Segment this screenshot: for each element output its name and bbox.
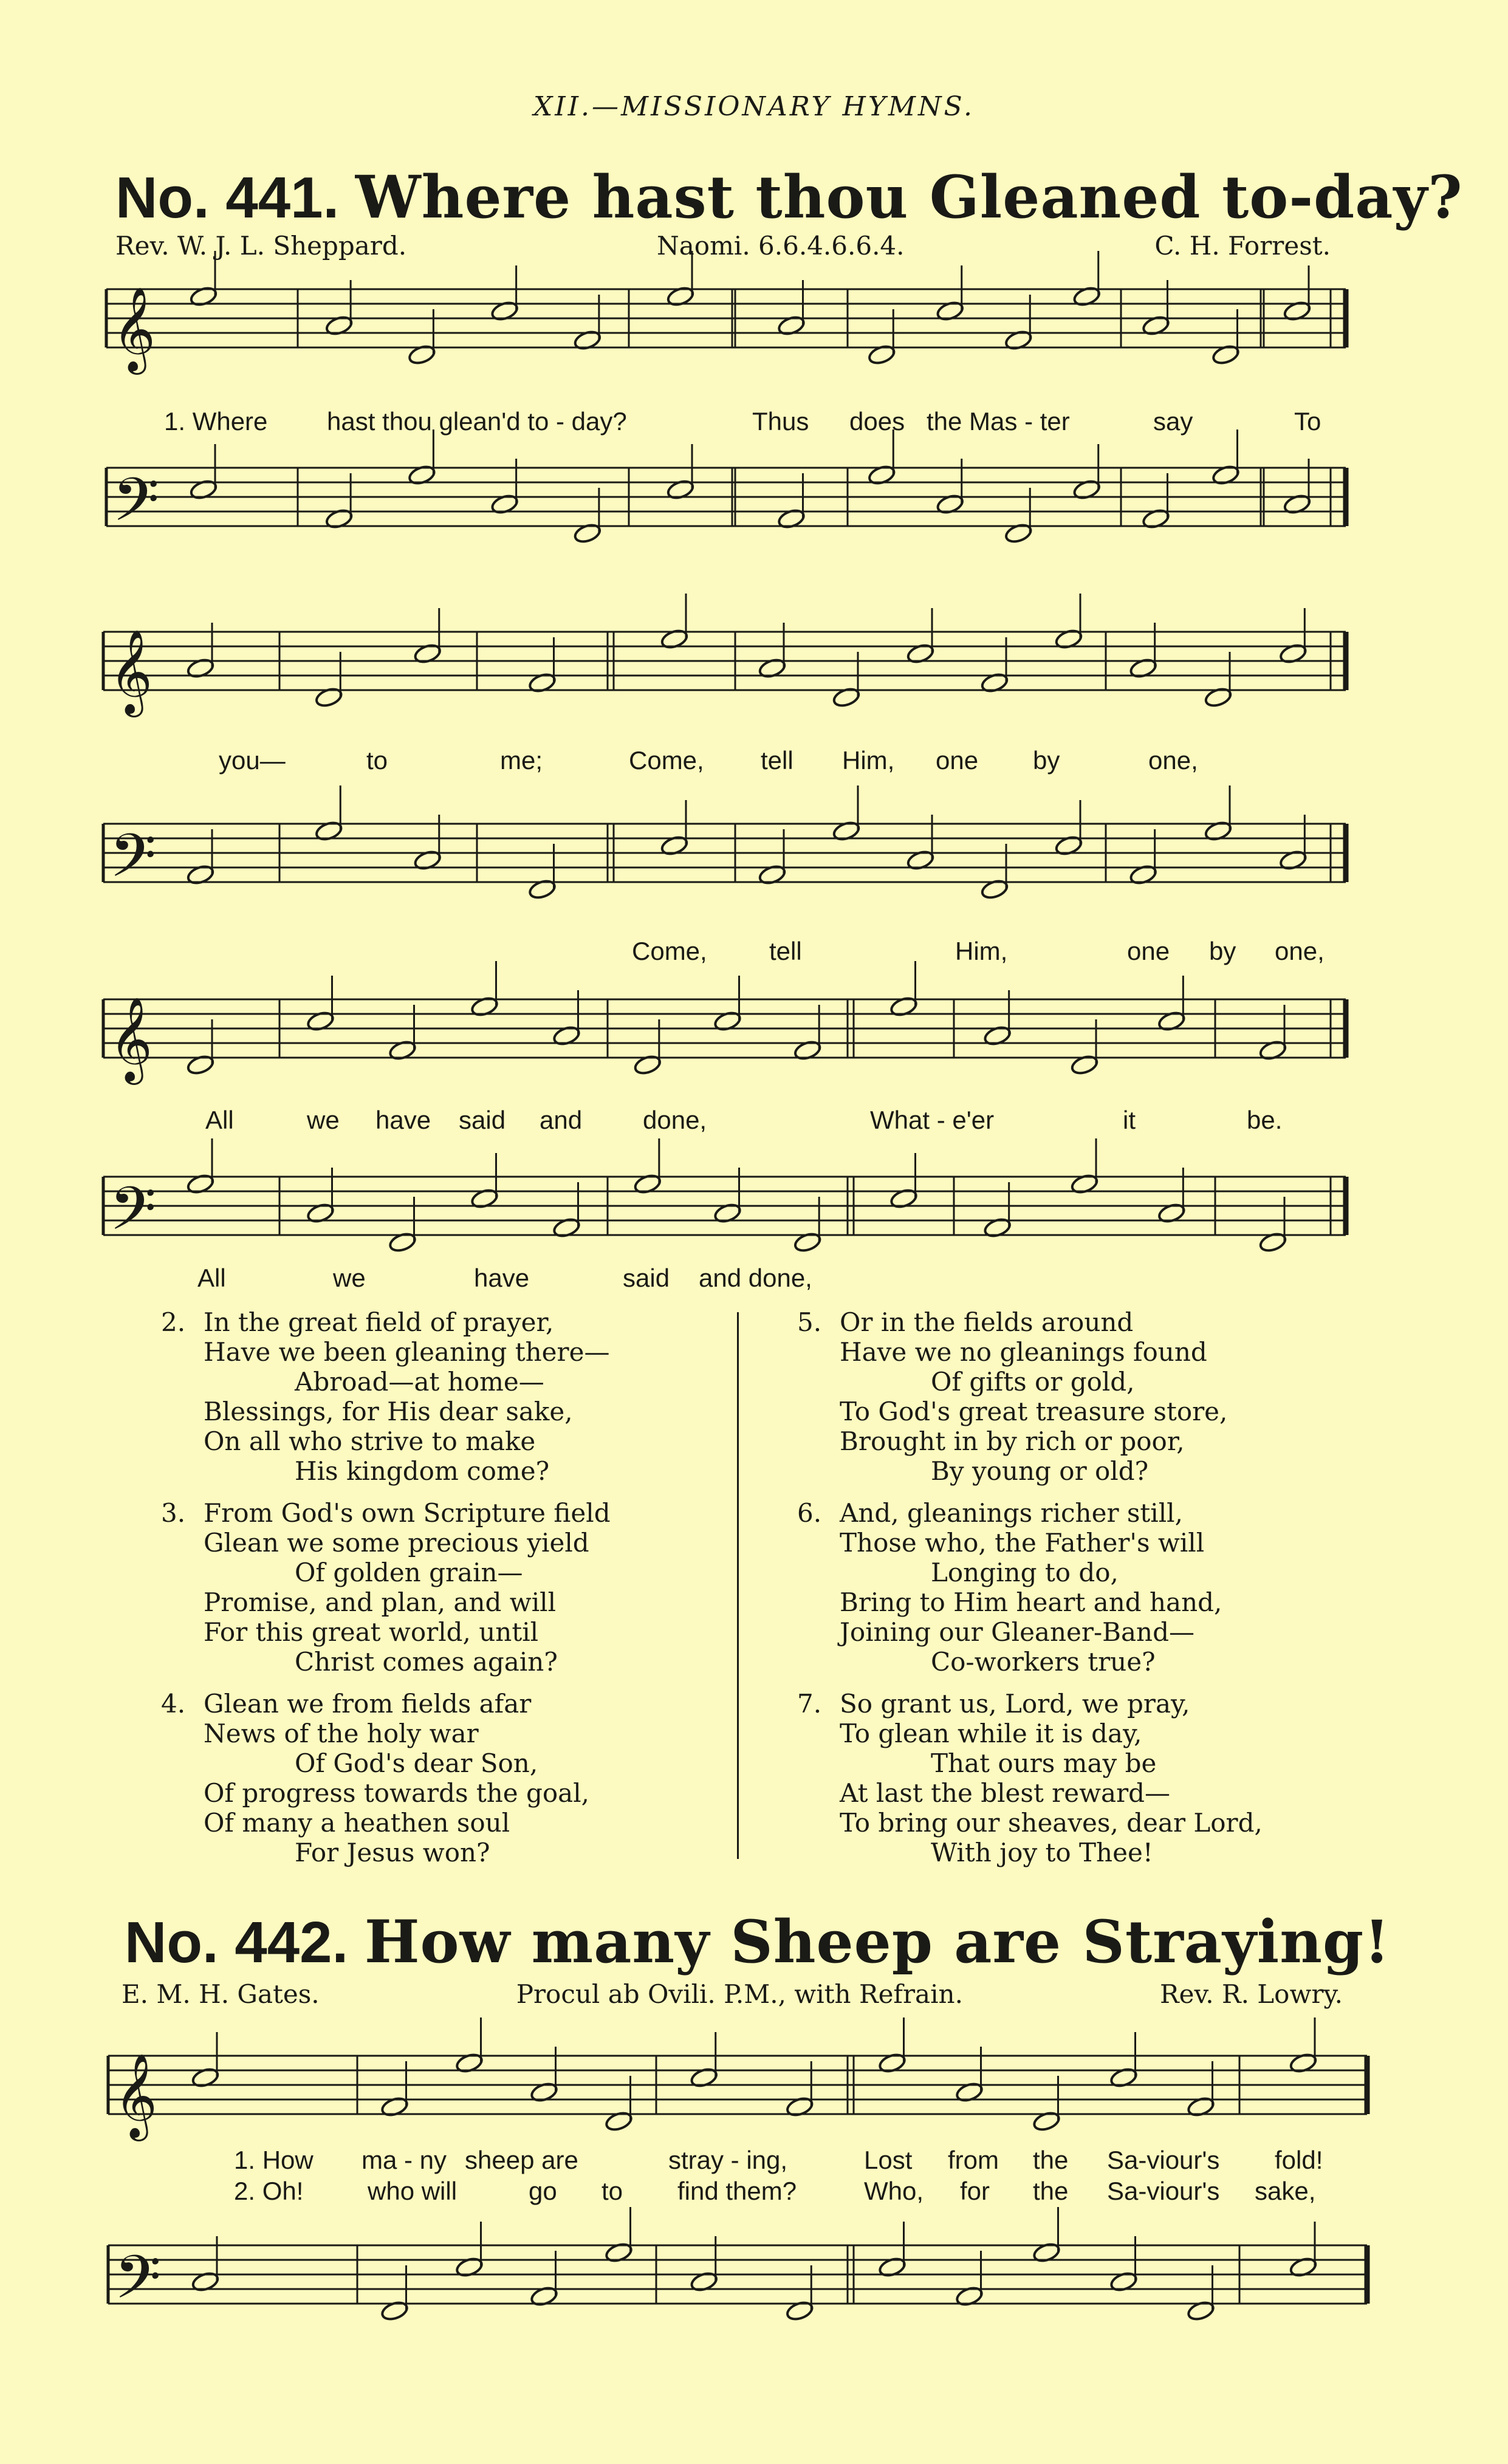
lyric: from xyxy=(948,2146,999,2174)
lyric: stray - ing, xyxy=(668,2146,788,2174)
hymn-441-author: Rev. W. J. L. Sheppard. xyxy=(115,231,407,261)
lyric: we xyxy=(333,1264,366,1292)
lyric: be. xyxy=(1247,1106,1283,1134)
verse-line: For this great world, until xyxy=(204,1617,539,1647)
lyric: All xyxy=(197,1264,226,1292)
lyric: by xyxy=(1033,746,1060,775)
hymn-442-composer: Rev. R. Lowry. xyxy=(1160,1979,1343,2009)
lyric: the xyxy=(1033,2177,1069,2205)
lyric: by xyxy=(1209,937,1236,965)
lyric: one xyxy=(936,746,979,775)
hymn-442-tune: Procul ab Ovili. P.M., with Refrain. xyxy=(516,1979,963,2009)
lyric: go xyxy=(529,2177,557,2205)
lyric: Sa-viour's xyxy=(1107,2146,1220,2174)
bass-clef-icon: 𝄢 xyxy=(109,1174,157,1259)
lyric: the xyxy=(1033,2146,1069,2174)
lyric: sheep are xyxy=(465,2146,578,2174)
treble-clef-icon: 𝄞 xyxy=(109,997,153,1081)
verse-line: With joy to Thee! xyxy=(931,1838,1153,1867)
lyric: To xyxy=(1294,407,1321,436)
lyric: for xyxy=(960,2177,990,2205)
lyric: Him, xyxy=(842,746,895,775)
verse-line: His kingdom come? xyxy=(295,1456,550,1486)
lyric: 2. Oh! xyxy=(234,2177,304,2205)
verse-line: By young or old? xyxy=(931,1456,1149,1486)
verse-2 xyxy=(161,1307,720,1486)
verses-left-column xyxy=(161,1307,720,1880)
hymn-441-system3-bass-lyrics xyxy=(0,1264,1508,1300)
hymn-442-lyrics-v2 xyxy=(0,2177,1508,2213)
lyric: ma - ny xyxy=(362,2146,447,2174)
lyric: tell xyxy=(761,746,793,775)
verse-line: On all who strive to make xyxy=(204,1426,536,1456)
running-head: XII.—MISSIONARY HYMNS. xyxy=(533,91,975,122)
hymn-442-author: E. M. H. Gates. xyxy=(122,1979,320,2009)
verse-line: Of progress towards the goal, xyxy=(204,1778,590,1808)
lyric: say xyxy=(1153,407,1193,436)
lyric: Him, xyxy=(955,937,1008,965)
treble-clef-icon: 𝄞 xyxy=(114,2053,157,2138)
lyric: and done, xyxy=(699,1264,812,1292)
lyric: Come, xyxy=(629,746,704,775)
verses-right-column xyxy=(797,1307,1386,1880)
lyric: to xyxy=(366,746,388,775)
lyric: who will xyxy=(368,2177,458,2205)
lyric: 1. How xyxy=(234,2146,314,2174)
lyric: All xyxy=(205,1106,234,1134)
verse-line: Or in the fields around xyxy=(840,1307,1134,1337)
bass-clef-icon: 𝄢 xyxy=(114,2243,162,2327)
lyric: Sa-viour's xyxy=(1107,2177,1220,2205)
lyric: What - e'er xyxy=(870,1106,995,1134)
lyric: tell xyxy=(769,937,802,965)
verse-number: 7. xyxy=(797,1689,822,1719)
verse-line: News of the holy war xyxy=(204,1719,479,1748)
hymn-441-tune: Naomi. 6.6.4.6.6.4. xyxy=(657,231,905,261)
lyric: we xyxy=(307,1106,340,1134)
lyric: sake, xyxy=(1255,2177,1316,2205)
treble-clef-icon: 𝄞 xyxy=(112,287,156,371)
hymn-442-number: No. 442. xyxy=(125,1910,349,1975)
hymn-441-system3-lyrics xyxy=(0,1106,1508,1142)
lyric: to xyxy=(601,2177,623,2205)
verse-number: 6. xyxy=(797,1498,822,1528)
verse-line: For Jesus won? xyxy=(295,1838,490,1867)
hymn-442-credits xyxy=(122,1979,1343,2009)
lyric: Lost xyxy=(864,2146,913,2174)
verse-line: So grant us, Lord, we pray, xyxy=(840,1689,1190,1719)
lyric: the Mas - ter xyxy=(927,407,1070,436)
verse-number: 4. xyxy=(161,1689,186,1719)
bass-clef-icon: 𝄢 xyxy=(112,465,160,550)
lyric: it xyxy=(1123,1106,1136,1134)
verse-6 xyxy=(797,1498,1386,1677)
treble-clef-icon: 𝄞 xyxy=(109,629,153,714)
lyric: said xyxy=(623,1264,670,1292)
hymn-442-title xyxy=(125,1908,1390,1976)
verse-line: To God's great treasure store, xyxy=(840,1397,1228,1426)
lyric: have xyxy=(375,1106,431,1134)
verse-line: To glean while it is day, xyxy=(840,1719,1142,1748)
verse-line: Christ comes again? xyxy=(295,1647,558,1677)
verse-line: Glean we from fields afar xyxy=(204,1689,532,1719)
verse-line: Of golden grain— xyxy=(295,1558,523,1587)
verse-line: Longing to do, xyxy=(931,1558,1119,1587)
verse-7 xyxy=(797,1689,1386,1867)
hymn-441-composer: C. H. Forrest. xyxy=(1154,231,1331,261)
verse-line: That ours may be xyxy=(931,1748,1157,1778)
hymn-441-system2-lyrics xyxy=(0,746,1508,782)
lyric: 1. Where xyxy=(164,407,268,436)
lyric: Who, xyxy=(864,2177,924,2205)
lyric: one xyxy=(1127,937,1170,965)
lyric: one, xyxy=(1148,746,1198,775)
verse-3 xyxy=(161,1498,720,1677)
lyric: one, xyxy=(1275,937,1325,965)
verse-line: In the great field of prayer, xyxy=(204,1307,554,1337)
lyric: does xyxy=(849,407,905,436)
lyric: fold! xyxy=(1275,2146,1323,2174)
verse-line: Of God's dear Son, xyxy=(295,1748,538,1778)
hymn-441-number: No. 441. xyxy=(115,165,340,230)
hymn-441-system1-lyrics xyxy=(0,407,1508,443)
lyric: Thus xyxy=(752,407,809,436)
hymn-442-name: How many Sheep are Straying! xyxy=(364,1908,1391,1976)
verse-line: Bring to Him heart and hand, xyxy=(840,1587,1222,1617)
verse-line: Have we no gleanings found xyxy=(840,1337,1207,1367)
verse-number: 5. xyxy=(797,1307,822,1337)
hymn-441-system2-bass-lyrics xyxy=(0,937,1508,973)
verse-line: At last the blest reward— xyxy=(840,1778,1171,1808)
verse-number: 3. xyxy=(161,1498,186,1528)
verse-number: 2. xyxy=(161,1307,186,1337)
lyric: me; xyxy=(500,746,543,775)
hymn-441-name: Where hast thou Gleaned to-day? xyxy=(355,163,1463,231)
lyric: hast thou glean'd to - day? xyxy=(327,407,627,436)
verse-column-divider xyxy=(737,1312,739,1859)
verse-line: From God's own Scripture field xyxy=(204,1498,611,1528)
lyric: done, xyxy=(643,1106,707,1134)
verse-line: And, gleanings richer still, xyxy=(840,1498,1183,1528)
lyric: and xyxy=(540,1106,583,1134)
lyric: have xyxy=(474,1264,530,1292)
verse-line: Glean we some precious yield xyxy=(204,1528,589,1558)
verse-4 xyxy=(161,1689,720,1867)
lyric: said xyxy=(459,1106,506,1134)
verse-line: Those who, the Father's will xyxy=(840,1528,1205,1558)
verse-line: Blessings, for His dear sake, xyxy=(204,1397,573,1426)
verse-line: To bring our sheaves, dear Lord, xyxy=(840,1808,1263,1838)
verse-line: Of many a heathen soul xyxy=(204,1808,510,1838)
lyric: Come, xyxy=(632,937,707,965)
verse-line: Have we been gleaning there— xyxy=(204,1337,610,1367)
verse-line: Of gifts or gold, xyxy=(931,1367,1135,1397)
lyric: you— xyxy=(219,746,286,775)
verse-5 xyxy=(797,1307,1386,1486)
verse-line: Co-workers true? xyxy=(931,1647,1156,1677)
verse-line: Joining our Gleaner-Band— xyxy=(840,1617,1194,1647)
verse-line: Promise, and plan, and will xyxy=(204,1587,557,1617)
lyric: find them? xyxy=(677,2177,797,2205)
bass-clef-icon: 𝄢 xyxy=(109,821,157,906)
verse-line: Abroad—at home— xyxy=(295,1367,544,1397)
verse-line: Brought in by rich or poor, xyxy=(840,1426,1185,1456)
